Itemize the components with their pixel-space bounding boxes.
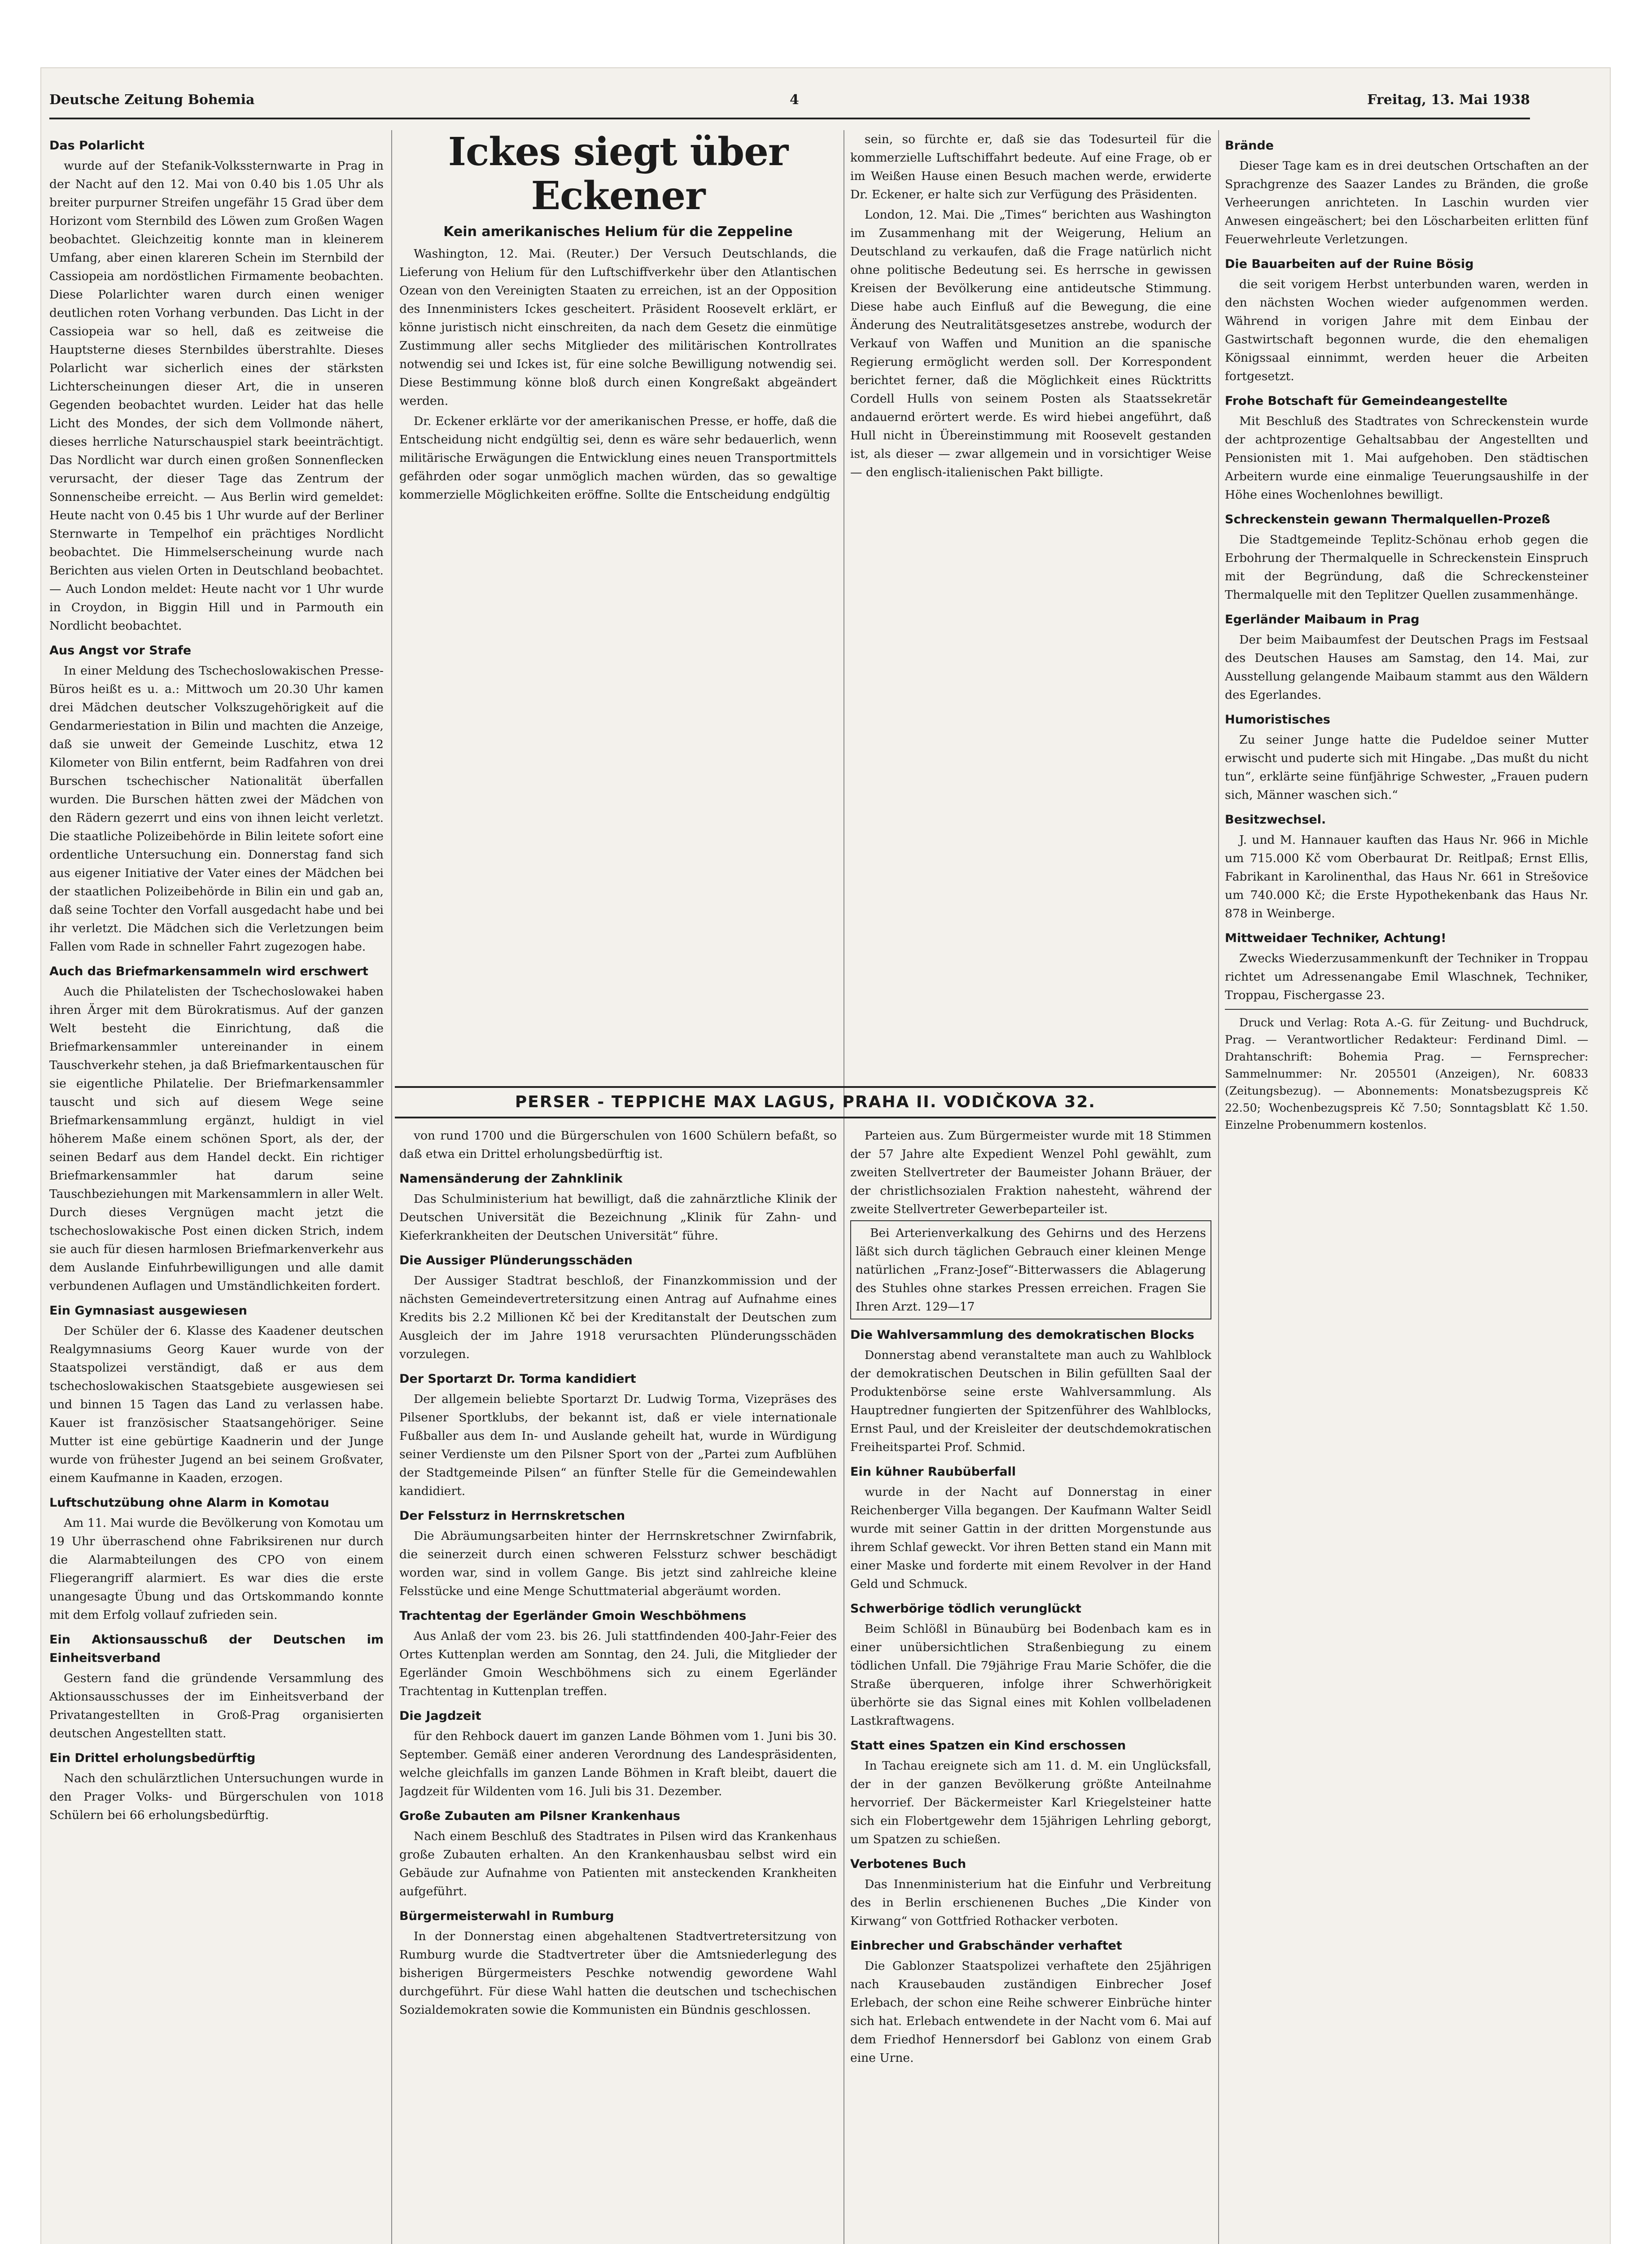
article-paragraph: Nach den schulärztlichen Untersuchungen wurde in den Prager Volks- und Bürgerschulen von 1018 Schülern bei 66 erholungsbedürftig.: [49, 1771, 384, 1822]
article-heading: Auch das Briefmarkensammeln wird erschwert: [49, 964, 368, 978]
article-paragraph: Der Aussiger Stadtrat beschloß, der Finanzkommission und der nächsten Gemeindevertretersitzung einen Antrag auf Aufnahme eines Kredits bis 2.2 Millionen Kč bei der Kreditanstalt der Deutschen zum Ausgleich der im Jahre 1918 verursachten Plünderungsschäden vorzulegen.: [399, 1274, 837, 1361]
article-heading: Das Polarlicht: [49, 139, 144, 153]
column-2-bottom: [399, 1126, 837, 2244]
article-paragraph: Die Stadtgemeinde Teplitz-Schönau erhob gegen die Erbohrung der Thermalquelle in Schreckenstein Einspruch mit der Begründung, daß die Schreckensteiner Thermalquelle mit den Teplitzer Quellen zusammenhänge.: [1225, 533, 1588, 602]
article-paragraph: Nach einem Beschluß des Stadtrates in Pilsen wird das Krankenhaus große Zubauten erhalten. An den Krankenhausbau selbst wird ein Gebäude zur Aufnahme von Patienten mit ansteckenden Krankheiten aufgeführt.: [399, 1829, 837, 1898]
article-heading: Die Wahlversammlung des demokratischen Blocks: [850, 1328, 1194, 1342]
article-paragraph: Am 11. Mai wurde die Bevölkerung von Komotau um 19 Uhr überraschend ohne Fabriksirenen nur durch die Alarmabteilungen des CPO von einem Fliegerangriff alarmiert. Es war dies die erste unangesagte Übung und das Ortskommando konnte mit dem Erfolg vollauf zufrieden sein.: [49, 1516, 384, 1622]
article-heading: Schreckenstein gewann Thermalquellen-Prozeß: [1225, 513, 1550, 526]
article-heading: Aus Angst vor Strafe: [49, 644, 192, 657]
imprint: Druck und Verlag: Rota A.-G. für Zeitung- und Buchdruck, Prag. — Verantwortlicher Redakteur: Ferdinand Diml. — Drahtanschrift: Bohemia Prag. — Fernsprecher: Sammelnummer: Nr. 205501 (Anzeigen), Nr. 60833 (Zeitungsbezug). — Abonnements: Monatsbezugspreis Kč 22.50; Wochenbezugspreis Kč 7.50; Sonntagsblatt Kč 1.50. Einzelne Probenummern kostenlos.: [1225, 1016, 1588, 1131]
article-paragraph: wurde auf der Stefanik-Volkssternwarte in Prag in der Nacht auf den 12. Mai von 0.40 bis 1.05 Uhr als breiter purpurner Streifen ungefähr 15 Grad über dem Horizont vom Sternbild des Löwen zum Großen Wagen beobachtet. Gleichzeitig konnte man in kleinerem Umfang, aber einen klareren Schein im Sternbild der Cassiopeia am nordöstlichen Firmamente beobachten. Diese Polarlichter waren durch einen weniger deutlichen roten Vorhang verbunden. Das Licht in der Cassiopeia war so hell, daß es zeitweise die Hauptsterne dieses Sternbildes überstrahlte. Dieses Polarlicht war sicherlich eines der stärksten Lichterscheinungen dieser Art, die in unseren Gegenden beobachtet wurden. Leider hat das helle Licht des Mondes, der sich dem Vollmonde nähert, dieses herrliche Naturschauspiel stark beeinträchtigt. Das Nordlicht war durch einen großen Sonnenflecken verursacht, der dieser Tage das Zentrum der Sonnenscheibe erreicht. — Aus Berlin wird gemeldet: Heute nacht von 0.45 bis 1 Uhr wurde auf der Berliner Sternwarte in Tempelhof ein prächtiges Nordlicht beobachtet. Die Himmelserscheinung wurde nach Berichten aus vielen Orten in Deutschland beobachtet. — Auch London meldet: Heute nacht vor 1 Uhr wurde in Croydon, in Biggin Hill und in Parmouth ein Nordlicht beobachtet.: [49, 159, 384, 633]
article-heading: Die Bauarbeiten auf der Ruine Bösig: [1225, 257, 1474, 271]
article-paragraph: Das Innenministerium hat die Einfuhr und Verbreitung des in Berlin erschienenen Buches „Die Kinder von Kirwang“ von Gottfried Rothacker verboten.: [850, 1877, 1211, 1928]
article-paragraph: Beim Schlößl in Bünaubürg bei Bodenbach kam es in einer unübersichtlichen Straßenbiegung zu einem tödlichen Unfall. Die 79jährige Frau Marie Schöfer, die die Straße überqueren, infolge ihrer Schwerhörigkeit überhörte sie das Signal eines mit Kohlen vollbeladenen Lastkraftwagens.: [850, 1622, 1211, 1728]
page-number: 4: [790, 92, 799, 108]
article-heading: Ein kühner Raubüberfall: [850, 1465, 1016, 1479]
article-paragraph: Das Schulministerium hat bewilligt, daß die zahnärztliche Klinik der Deutschen Universität die Bezeichnung „Klinik für Zahn- und Kieferkrankheiten der Deutschen Universität“ führe.: [399, 1192, 837, 1243]
article-heading: Frohe Botschaft für Gemeindeangestellte: [1225, 394, 1508, 408]
article-paragraph: Mit Beschluß des Stadtrates von Schreckenstein wurde der achtprozentige Gehaltsabbau der Angestellten und Pensionisten mit 1. Mai aufgehoben. Den städtischen Arbeitern wurde eine einmalige Teuerungsaushilfe in der Höhe eines Wochenlohnes bewilligt.: [1225, 414, 1588, 502]
article-heading: Die Jagdzeit: [399, 1709, 481, 1723]
article-paragraph: Gestern fand die gründende Versammlung des Aktionsausschusses der im Einheitsverband der Privatangestellten in Groß-Prag organisierten deutschen Angestellten statt.: [49, 1671, 384, 1740]
article-paragraph: Dieser Tage kam es in drei deutschen Ortschaften an der Sprachgrenze des Saazer Landes zu Bränden, die große Verheerungen anrichteten. In Laschin wurden vier Anwesen eingeäschert; bei den Löscharbeiten erlitten fünf Feuerwehrleute Verletzungen.: [1225, 159, 1588, 246]
article-paragraph: In der Donnerstag einen abgehaltenen Stadtvertretersitzung von Rumburg wurde die Stadtvertreter über die Amtsniederlegung des bisherigen Bürgermeisters Peschke notwendig gewordene Wahl durchgeführt. Für diese Wahl hatten die deutschen und tschechischen Sozialdemokraten sowie die Kommunisten ein Bündnis geschlossen.: [399, 1929, 837, 2017]
article-paragraph: Donnerstag abend veranstaltete man auch zu Wahlblock der demokratischen Deutschen in Bilin gefüllten Saal der Produktenbörse seine erste Wahlversammlung. Als Hauptredner fungierten der Spitzenführer des Wahlblocks, Ernst Paul, und der Kreisleiter der deutschdemokratischen Freiheitspartei Prof. Schmid.: [850, 1348, 1211, 1454]
article-paragraph: Zu seiner Junge hatte die Pudeldoe seiner Mutter erwischt und puderte sich mit Hingabe. „Das mußt du nicht tun“, erklärte seine fünfjährige Schwester, „Frauen pudern sich, Männer waschen sich.“: [1225, 733, 1588, 802]
column-rule: [843, 130, 844, 2244]
article-paragraph: In Tachau ereignete sich am 11. d. M. ein Unglücksfall, der in der ganzen Bevölkerung größte Anteilnahme hervorrief. Der Bäckermeister Karl Kriegelsteiner hatte sich ein Flobertgewehr dem 15jährigen Lehrling geborgt, um Spatzen zu schießen.: [850, 1759, 1211, 1846]
article-heading: Der Sportarzt Dr. Torma kandidiert: [399, 1372, 636, 1386]
paper-name: Deutsche Zeitung Bohemia: [49, 92, 255, 108]
section-rule: [1225, 1009, 1588, 1010]
issue-date: Freitag, 13. Mai 1938: [1367, 92, 1530, 108]
article-paragraph: wurde in der Nacht auf Donnerstag in einer Reichenberger Villa begangen. Der Kaufmann Walter Seidl wurde mit seiner Gattin in der dritten Morgenstunde aus ihrem Schlaf geweckt. Vor ihren Betten stand ein Mann mit einer Maske und forderte mit einem Revolver in der Hand Geld und Schmuck.: [850, 1485, 1211, 1591]
article-paragraph: die seit vorigem Herbst unterbunden waren, werden in den nächsten Wochen wieder aufgenommen werden. Während in vorigen Jahre mit dem Einbau der Gastwirtschaft begonnen wurde, die den ehemaligen Königssaal einnimmt, werden heuer die Arbeiten fortgesetzt.: [1225, 277, 1588, 383]
column-2-top: [399, 130, 837, 1077]
advertisement-box: Bei Arterienverkalkung des Gehirns und des Herzens läßt sich durch täglichen Gebrauch einer kleinen Menge natürlichen „Franz-Josef“-Bitterwassers die Ablagerung des Stuhles ohne starkes Pressen erreichen. Fragen Sie Ihren Arzt. 129—17: [850, 1220, 1211, 1319]
article-heading: Ein Aktionsausschuß der Deutschen im Einheitsverband: [49, 1633, 384, 1665]
masthead: [49, 92, 1530, 119]
masthead-rule: [49, 118, 1530, 119]
article-heading: Humoristisches: [1225, 713, 1330, 727]
article-heading: Trachtentag der Egerländer Gmoin Weschböhmens: [399, 1609, 747, 1623]
article-heading: Verbotenes Buch: [850, 1857, 966, 1871]
article-paragraph: In einer Meldung des Tschechoslowakischen Presse-Büros heißt es u. a.: Mittwoch um 20.30 Uhr kamen drei Mädchen deutscher Volkszugehörigkeit auf die Gendarmeriestation in Bilin und machten die Anzeige, daß sie unweit der Gemeinde Luschitz, etwa 12 Kilometer von Bilin entfernt, beim Radfahren von drei Burschen tschechischer Nationalität überfallen wurden. Die Burschen hätten zwei der Mädchen von den Rädern gezerrt und eins von ihnen leicht verletzt. Die staatliche Polizeibehörde in Bilin leitete sofort eine ordentliche Untersuchung ein. Donnerstag fand sich aus eigener Initiative der Vater eines der Mädchen bei der staatlichen Polizeibehörde in Bilin ein und gab an, daß seine Tochter den Vorfall ausgedacht habe und bei ihr verletzt. Die Mädchen sich die Verletzungen beim Fallen vom Rade in schneller Fahrt zugezogen habe.: [49, 664, 384, 954]
column-3-top: [850, 130, 1211, 1077]
article-heading: Schwerbörige tödlich verunglückt: [850, 1602, 1081, 1616]
article-paragraph: Die Abräumungsarbeiten hinter der Herrnskretschner Zwirnfabrik, die seinerzeit durch einen schweren Felssturz schwer beschädigt worden war, sind in vollem Gange. Bis jetzt sind zahlreiche kleine Felsstücke und eine Menge Schuttmaterial abgeräumt worden.: [399, 1529, 837, 1598]
column-rule: [1218, 130, 1219, 2244]
article-paragraph: Der Schüler der 6. Klasse des Kaadener deutschen Realgymnasiums Georg Kauer wurde von der Staatspolizei verständigt, daß er aus dem tschechoslowakischen Staatsgebiete ausgewiesen sei und binnen 15 Tagen das Land zu verlassen habe. Kauer ist französischer Staatsangehöriger. Seine Mutter ist eine gebürtige Kaadnerin und der Junge wurde von frühester Jugend an bei seinem Großvater, einem Kaufmanne in Kaaden, erzogen.: [49, 1324, 384, 1485]
article-paragraph: von rund 1700 und die Bürgerschulen von 1600 Schülern befaßt, so daß etwa ein Drittel erholungsbedürftig ist.: [399, 1129, 837, 1161]
column-4: [1225, 130, 1588, 2244]
article-paragraph: Aus Anlaß der vom 23. bis 26. Juli stattfindenden 400-Jahr-Feier des Ortes Kuttenplan werden am Sonntag, den 24. Juli, die Mitglieder der Egerländer Gmoin Weschböhmens sich zu einem Egerländer Trachtentag in Kuttenplan treffen.: [399, 1629, 837, 1698]
advertisement-banner: PERSER - TEPPICHE MAX LAGUS, PRAHA II. VODIČKOVA 32.: [395, 1086, 1216, 1118]
article-heading: Namensänderung der Zahnklinik: [399, 1172, 623, 1186]
article-paragraph: Zwecks Wiederzusammenkunft der Techniker in Troppau richtet um Adressenangabe Emil Wlaschnek, Techniker, Troppau, Fischergasse 23.: [1225, 951, 1588, 1002]
article-heading: Ein Gymnasiast ausgewiesen: [49, 1304, 247, 1318]
article-heading: Der Felssturz in Herrnskretschen: [399, 1509, 625, 1523]
main-headline: Ickes siegt über Eckener: [448, 130, 788, 219]
article-heading: Besitzwechsel.: [1225, 813, 1326, 827]
article-heading: Brände: [1225, 139, 1274, 153]
article-heading: Große Zubauten am Pilsner Krankenhaus: [399, 1809, 681, 1823]
article-heading: Die Aussiger Plünderungsschäden: [399, 1253, 633, 1267]
article-paragraph: London, 12. Mai. Die „Times“ berichten aus Washington im Zusammenhang mit der Weigerung, Helium an Deutschland zu verkaufen, daß die Frage natürlich nicht ohne politische Bedeutung sei. Es herrsche in gewissen Kreisen der Bevölkerung eine antideutsche Stimmung. Diese habe auch Einfluß auf die Bewegung, die eine Änderung des Neutralitätsgesetzes anstrebe, wodurch der Verkauf von Waffen und Munition an die spanische Regierung ermöglicht werden soll. Der Korrespondent berichtet ferner, daß die Möglichkeit eines Rücktritts Cordell Hulls von seinem Posten als Staatssekretär andauernd erörtert werde. Es wird hiebei angeführt, daß Hull nicht in Übereinstimmung mit Roosevelt gestanden ist, als dieser — zwar allgemein und in vorsichtiger Weise — den englisch-italienischen Pakt billigte.: [850, 208, 1211, 479]
article-paragraph: Parteien aus. Zum Bürgermeister wurde mit 18 Stimmen der 57 Jahre alte Expedient Wenzel Pohl gewählt, zum zweiten Stellvertreter der Baumeister Johann Bräuer, der der christlichsozialen Fraktion nahesteht, während der zweite Stellvertreter Gewerbeparteiler ist.: [850, 1129, 1211, 1216]
article-paragraph: Die Gablonzer Staatspolizei verhaftete den 25jährigen nach Krausebauden zuständigen Einbrecher Josef Erlebach, der schon eine Reihe schwerer Einbrüche hinter sich hat. Erlebach entwendete in der Nacht vom 6. Mai auf dem Friedhof Hennersdorf bei Gablonz von einem Grab eine Urne.: [850, 1959, 1211, 2065]
column-3-bottom: [850, 1126, 1211, 2244]
article-paragraph: Auch die Philatelisten der Tschechoslowakei haben ihren Ärger mit dem Bürokratismus. Auf der ganzen Welt besteht die Einrichtung, daß die Briefmarkensammler untereinander in einem Tauschverkehr stehen, ja daß Briefmarkentauschen für sie eigentliche Philatelie. Der Briefmarkensammler tauscht und sich auf diesem Wege seine Briefmarkensammlung ergänzt, huldigt in viel höherem Maße einem schönen Sport, als der, der seinen Bedarf aus dem Handel deckt. Ein richtiger Briefmarkensammler hat darum seine Tauschbeziehungen mit Markensammlern in aller Welt. Durch dieses Vergnügen macht jetzt die tschechoslowakische Post einen dicken Strich, indem sie auch für diesen harmlosen Briefmarkenverkehr aus dem Auslande Einfuhrbewilligungen und alle damit verbundenen Auflagen und Umständlichkeiten fordert.: [49, 985, 384, 1293]
column-1: [49, 130, 384, 2244]
article-heading: Einbrecher und Grabschänder verhaftet: [850, 1939, 1122, 1953]
article-heading: Mittweidaer Techniker, Achtung!: [1225, 931, 1447, 945]
article-heading: Bürgermeisterwahl in Rumburg: [399, 1909, 614, 1923]
article-paragraph: Washington, 12. Mai. (Reuter.) Der Versuch Deutschlands, die Lieferung von Helium für den Luftschiffverkehr über den Atlantischen Ozean von den Vereinigten Staaten zu erreichen, ist an der Opposition des Innenministers Ickes gescheitert. Präsident Roosevelt erklärt, er könne juristisch nicht einschreiten, da nach dem Gesetz die einmütige Zustimmung aller sechs Mitglieder des militärischen Kontrollrates notwendig sei und Ickes ist, für eine solche Bewilligung notwendig sei. Diese Bestimmung könne bloß durch einen Kongreßakt abgeändert werden.: [399, 247, 837, 408]
article-paragraph: für den Rehbock dauert im ganzen Lande Böhmen vom 1. Juni bis 30. September. Gemäß einer anderen Verordnung des Landespräsidenten, welche gleichfalls im ganzen Lande Böhmen in Kraft bleibt, dauert die Jagdzeit für Wildenten vom 16. Juli bis 31. Dezember.: [399, 1729, 837, 1798]
article-heading: Statt eines Spatzen ein Kind erschossen: [850, 1739, 1126, 1753]
article-paragraph: sein, so fürchte er, daß sie das Todesurteil für die kommerzielle Luftschiffahrt bedeute. Auf eine Frage, ob er im Weißen Hause einen Besuch machen werde, erwiderte Dr. Eckener, er halte sich zur Verfügung des Präsidenten.: [850, 132, 1211, 202]
column-rule: [391, 130, 392, 2244]
article-heading: Ein Drittel erholungsbedürftig: [49, 1751, 256, 1765]
article-paragraph: Der beim Maibaumfest der Deutschen Prags im Festsaal des Deutschen Hauses am Samstag, den 14. Mai, zur Ausstellung gelangende Maibaum stammt aus den Wäldern des Egerlandes.: [1225, 633, 1588, 702]
article-heading: Luftschutzübung ohne Alarm in Komotau: [49, 1496, 329, 1510]
article-paragraph: J. und M. Hannauer kauften das Haus Nr. 966 in Michle um 715.000 Kč vom Oberbaurat Dr. Reitlpaß; Ernst Ellis, Fabrikant in Karolinenthal, das Haus Nr. 661 in Strešovice um 740.000 Kč; die Erste Hypothekenbank das Haus Nr. 878 in Weinberge.: [1225, 833, 1588, 920]
main-subheadline: Kein amerikanisches Helium für die Zeppeline: [443, 224, 793, 240]
article-paragraph: Der allgemein beliebte Sportarzt Dr. Ludwig Torma, Vizepräses des Pilsener Sportklubs, der bekannt ist, daß er viele internationale Fußballer aus dem In- und Auslande geheilt hat, wurde in Würdigung seiner Verdienste um den Pilsner Sport von der „Partei zum Aufblühen der Stadtgemeinde Pilsen“ an fünfter Stelle für die Gemeindewahlen kandidiert.: [399, 1392, 837, 1498]
article-heading: Egerländer Maibaum in Prag: [1225, 613, 1420, 627]
article-paragraph: Dr. Eckener erklärte vor der amerikanischen Presse, er hoffe, daß die Entscheidung nicht endgültig sei, denn es wäre sehr bedauerlich, wenn militärische Erwägungen die Entwicklung eines neuen Transportmittels gefährden oder sogar unmöglich machen würden, das so gewaltige kommerzielle Möglichkeiten eröffne. Sollte die Entscheidung endgültig: [399, 414, 837, 502]
